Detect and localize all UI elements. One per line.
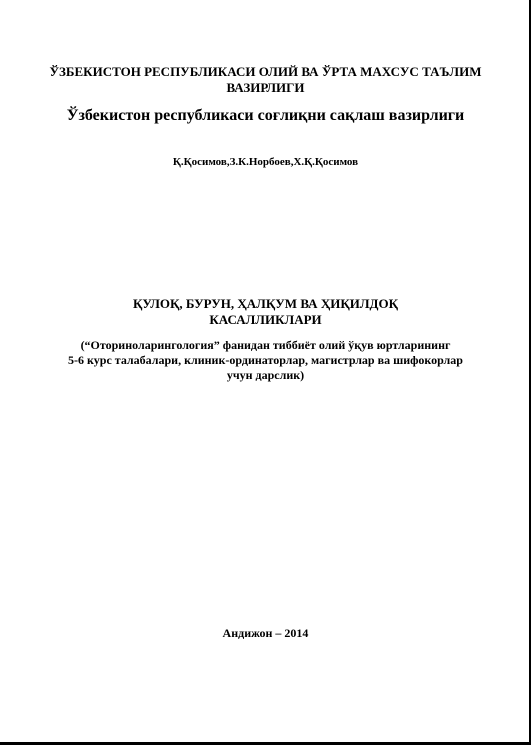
subtitle-line2: 5-6 курс талабалари, клиник-ординаторлар, магистрлар ва шифокорлар xyxy=(68,353,463,367)
authors-line: Қ.Қосимов,З.К.Норбоев,Х.Қ.Қосимов xyxy=(172,156,359,168)
subtitle-line1: (“Оториноларингология” фанидан тиббиёт олий ўқув юртларининг xyxy=(80,338,451,352)
book-title-line1: ҚУЛОҚ, БУРУН, ҲАЛҚУМ ВА ҲИҚИЛДОҚ xyxy=(132,296,399,311)
ministry-title-line1: ЎЗБЕКИСТОН РЕСПУБЛИКАСИ ОЛИЙ ВА ЎРТА МАХСУС ТАЪЛИМ xyxy=(49,64,482,79)
ministry-title-line2: ВАЗИРЛИГИ xyxy=(226,80,305,95)
city-year: Андижон – 2014 xyxy=(222,626,309,640)
subtitle-line3: учун дарслик) xyxy=(226,368,305,382)
health-ministry-title: Ўзбекистон республикаси соғлиқни сақлаш вазирлиги xyxy=(66,107,465,124)
book-title-line2: КАСАЛЛИКЛАРИ xyxy=(209,312,322,327)
